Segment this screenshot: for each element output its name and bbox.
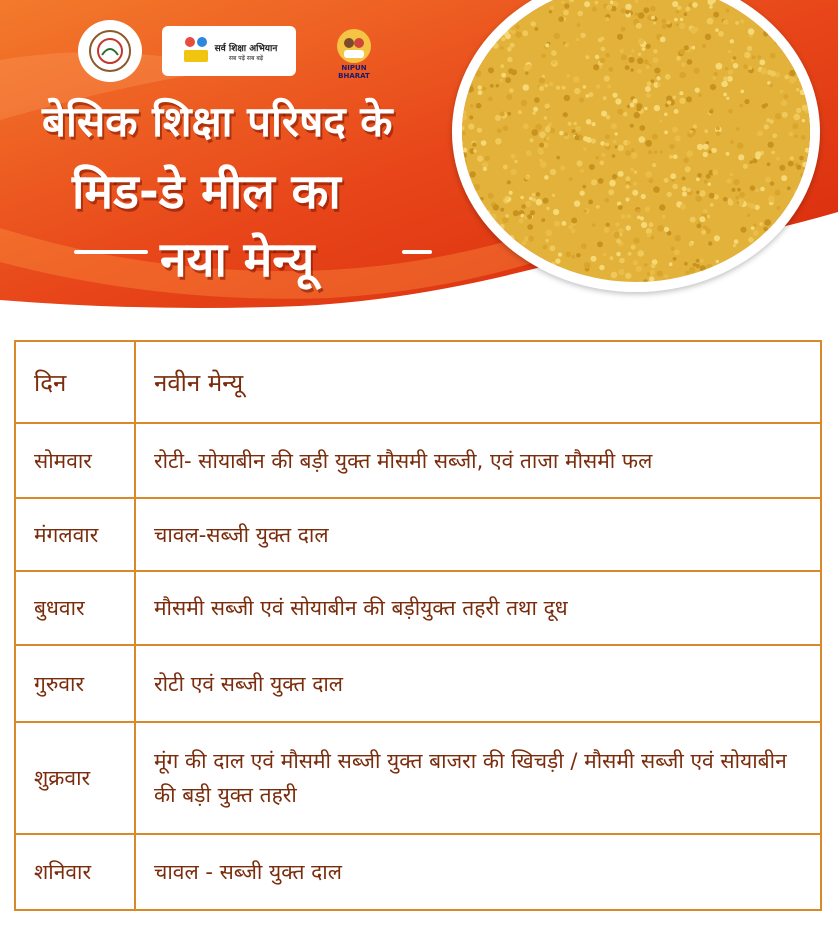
shiksha-vibhag-logo [78, 20, 142, 82]
menu-table [14, 340, 822, 911]
table-row [15, 722, 821, 834]
day-cell: सोमवार [15, 423, 135, 498]
table-row [15, 423, 821, 498]
menu-cell: रोटी- सोयाबीन की बड़ी युक्त मौसमी सब्जी, एवं ताजा मौसमी फल [135, 423, 821, 498]
table-row [15, 571, 821, 645]
header-banner [0, 0, 838, 318]
day-cell: शनिवार [15, 834, 135, 910]
table-row [15, 834, 821, 910]
millet-grain-texture [462, 0, 810, 282]
table-row [15, 498, 821, 571]
table-header-row [15, 341, 821, 423]
menu-cell: मूंग की दाल एवं मौसमी सब्जी युक्त बाजरा की खिचड़ी / मौसमी सब्जी एवं सोयाबीन की बड़ी युक्त तहरी [135, 722, 821, 834]
sarva-logo-text: सर्व शिक्षा अभियान [214, 43, 278, 54]
menu-cell: चावल - सब्जी युक्त दाल [135, 834, 821, 910]
nipun-logo-text: NIPUN BHARAT [338, 64, 370, 80]
header-menu: नवीन मेन्यू [135, 341, 821, 423]
title-line-3: नया मेन्यू [160, 232, 315, 288]
nipun-children-icon [336, 28, 372, 64]
day-cell: शुक्रवार [15, 722, 135, 834]
emblem-icon [88, 29, 132, 73]
menu-cell: मौसमी सब्जी एवं सोयाबीन की बड़ीयुक्त तहरी तथा दूध [135, 571, 821, 645]
table-row [15, 645, 821, 722]
day-cell: मंगलवार [15, 498, 135, 571]
day-cell: बुधवार [15, 571, 135, 645]
title-rule-left [74, 250, 148, 254]
header-day: दिन [15, 341, 135, 423]
title-rule-right [402, 250, 432, 254]
nipun-bharat-logo [332, 26, 376, 82]
title-line-2: मिड-डे मील का [72, 164, 341, 220]
sarva-shiksha-abhiyan-logo [162, 26, 296, 76]
menu-cell: रोटी एवं सब्जी युक्त दाल [135, 645, 821, 722]
day-cell: गुरुवार [15, 645, 135, 722]
sarva-logo-tagline: सब पढ़ें सब बढ़ें [228, 54, 264, 62]
menu-cell: चावल-सब्जी युक्त दाल [135, 498, 821, 571]
title-line-1: बेसिक शिक्षा परिषद के [42, 97, 393, 146]
children-reading-icon [181, 34, 211, 68]
